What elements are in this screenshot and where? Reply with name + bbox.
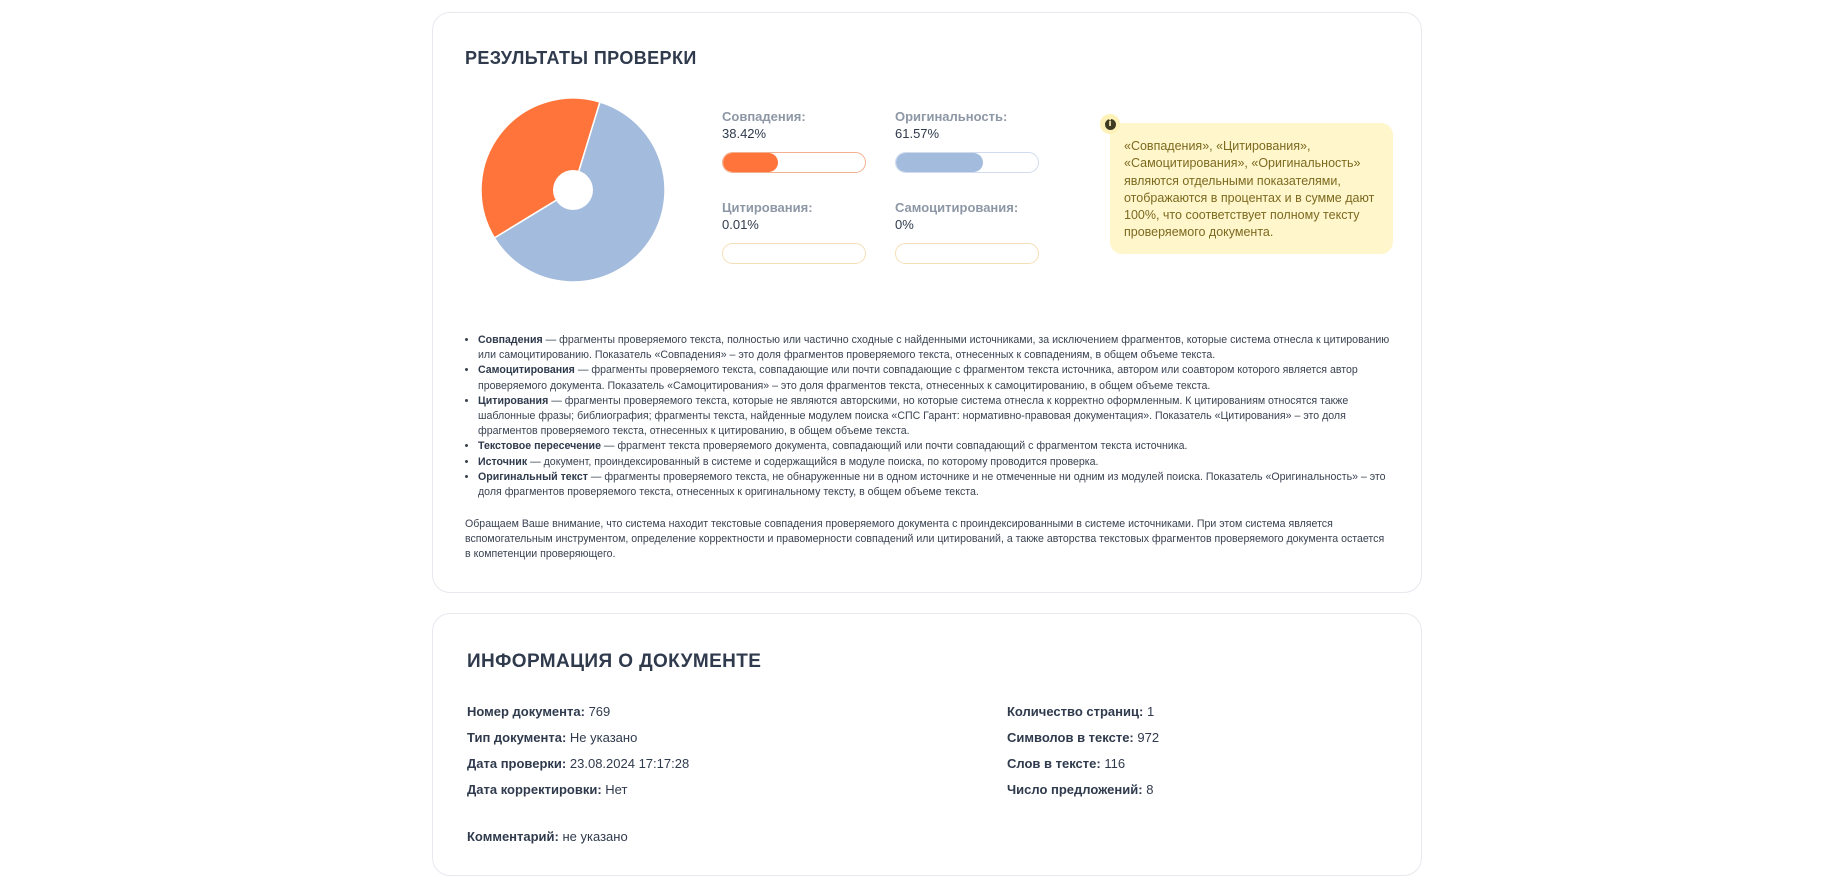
metric-originality-value: 61.57%: [895, 126, 940, 141]
info-value: 8: [1146, 782, 1154, 797]
definition-term: Текстовое пересечение: [478, 440, 601, 453]
metric-originality-bar-fill: [896, 153, 983, 172]
definition-item: [478, 439, 1408, 454]
metric-citations-label: Цитирования:: [722, 200, 813, 215]
info-row-check-date: [467, 755, 689, 773]
info-label: Дата проверки:: [467, 756, 567, 771]
document-info-title: ИНФОРМАЦИЯ О ДОКУМЕНТЕ: [467, 651, 762, 672]
info-row-document-number: [467, 703, 610, 721]
pie-svg: [480, 97, 666, 283]
metric-matches-value: 38.42%: [722, 126, 767, 141]
definition-term: Самоцитирования: [478, 364, 575, 377]
metric-matches-bar: [722, 152, 866, 173]
info-row-page-count: [1007, 703, 1154, 721]
definition-item: [478, 363, 1408, 393]
info-row-comment: [467, 828, 628, 846]
definition-text: — фрагменты проверяемого текста, совпадающие или почти совпадающие с фрагментом текста источника, автором или соавтором которого является автор проверяемого документа. Показатель «Самоцитирования» – это доля фрагментов текста, отнесенных к самоцитированию, в общем объеме текста.: [478, 364, 1358, 392]
pie-center-hole: [553, 170, 593, 210]
metric-matches: [722, 109, 868, 173]
info-label: Количество страниц:: [1007, 704, 1144, 719]
metric-originality-bar: [895, 152, 1039, 173]
disclaimer-text: Обращаем Ваше внимание, что система находит текстовые совпадения проверяемого документа с проиндексированными в системе источниками. При этом система является вспомогательным инструментом, определение корректности и правомерности совпадений или цитирований, а также авторства текстовых фрагментов проверяемого документа остается в компетенции проверяющего.: [465, 518, 1385, 561]
info-row-sentence-count: [1007, 781, 1153, 799]
definition-item: [478, 333, 1408, 363]
info-label: Комментарий:: [467, 829, 559, 844]
info-value: Нет: [605, 782, 628, 797]
info-icon: i: [1100, 114, 1120, 134]
definitions-list: [465, 333, 1408, 500]
results-pie-chart: [480, 97, 666, 283]
definition-text: — фрагменты проверяемого текста, не обнаруженные ни в одном источнике и не отмеченные ни одним из модулей поиска. Показатель «Оригинальность» – это доля фрагментов проверяемого текста, отнесенных к оригинальному тексту, в общем объеме текста.: [478, 470, 1386, 499]
metric-selfcitations-value: 0%: [895, 217, 914, 232]
definition-text: — фрагмент текста проверяемого документа, совпадающий или почти совпадающий с фрагментом текста источника.: [600, 440, 1188, 453]
definition-item: [478, 394, 1408, 440]
info-value: 769: [588, 704, 611, 719]
info-note: «Совпадения», «Цитирования», «Самоцитирования», «Оригинальность» являются отдельными показателями, отображаются в процентах и в сумме дают 100%, что соответствует полному тексту проверяемого документа.: [1110, 123, 1393, 254]
info-row-correction-date: [467, 781, 627, 799]
info-value: не указано: [562, 829, 628, 844]
definition-text: — фрагменты проверяемого текста, полностью или частично сходные с найденными источниками, за исключением фрагментов, которые система отнесла к цитированию или самоцитированию. Показатель «Совпадения» – это доля фрагментов проверяемого текста, отнесенных к совпадениям, в общем объеме текста.: [478, 334, 1390, 362]
info-value: 1: [1146, 704, 1155, 719]
info-label: Слов в тексте:: [1007, 756, 1101, 771]
info-value: 972: [1137, 730, 1160, 745]
metric-selfcitations: [895, 200, 1041, 264]
metric-selfcitations-bar: [895, 243, 1039, 264]
info-value: 116: [1104, 756, 1126, 771]
metric-originality: [895, 109, 1041, 173]
metric-matches-label: Совпадения:: [722, 109, 806, 124]
metric-citations-bar: [722, 243, 866, 264]
info-label: Номер документа:: [467, 704, 585, 719]
info-label: Число предложений:: [1007, 782, 1143, 797]
metric-matches-bar-fill: [723, 153, 778, 172]
definition-term: Цитирования: [478, 394, 549, 407]
definition-term: Источник: [478, 455, 528, 468]
info-value: 23.08.2024 17:17:28: [569, 756, 690, 771]
definition-item: [478, 455, 1408, 470]
definition-item: [478, 470, 1408, 500]
info-label: Тип документа:: [467, 730, 567, 745]
document-info-card: [432, 613, 1422, 876]
metric-citations: [722, 200, 868, 264]
info-row-char-count: [1007, 729, 1159, 747]
definition-term: Оригинальный текст: [478, 470, 588, 483]
info-label: Дата корректировки:: [467, 782, 602, 797]
metric-selfcitations-label: Самоцитирования:: [895, 200, 1019, 215]
definition-term: Совпадения: [478, 334, 543, 346]
metric-citations-value: 0.01%: [722, 217, 759, 232]
info-label: Символов в тексте:: [1007, 730, 1134, 745]
definition-text: — документ, проиндексированный в системе и содержащийся в модуле поиска, по которому проводится проверка.: [527, 455, 1099, 468]
info-value: Не указано: [569, 730, 638, 745]
definition-text: — фрагменты проверяемого текста, которые не являются авторскими, но которые система отнесла к корректно оформленным. К цитированиям относятся также шаблонные фразы; библиография; фрагменты текста, найденные модулем поиска «СПС Гарант: нормативно-правовая документация». Показатель «Цитирования» – это доля фрагментов проверяемого текста, отнесенных к цитированию, в общем объеме текста.: [478, 394, 1349, 438]
results-card: [432, 12, 1422, 593]
metric-originality-label: Оригинальность:: [895, 109, 1008, 124]
results-title: РЕЗУЛЬТАТЫ ПРОВЕРКИ: [465, 48, 697, 68]
info-row-document-type: [467, 729, 637, 747]
info-row-word-count: [1007, 755, 1125, 773]
